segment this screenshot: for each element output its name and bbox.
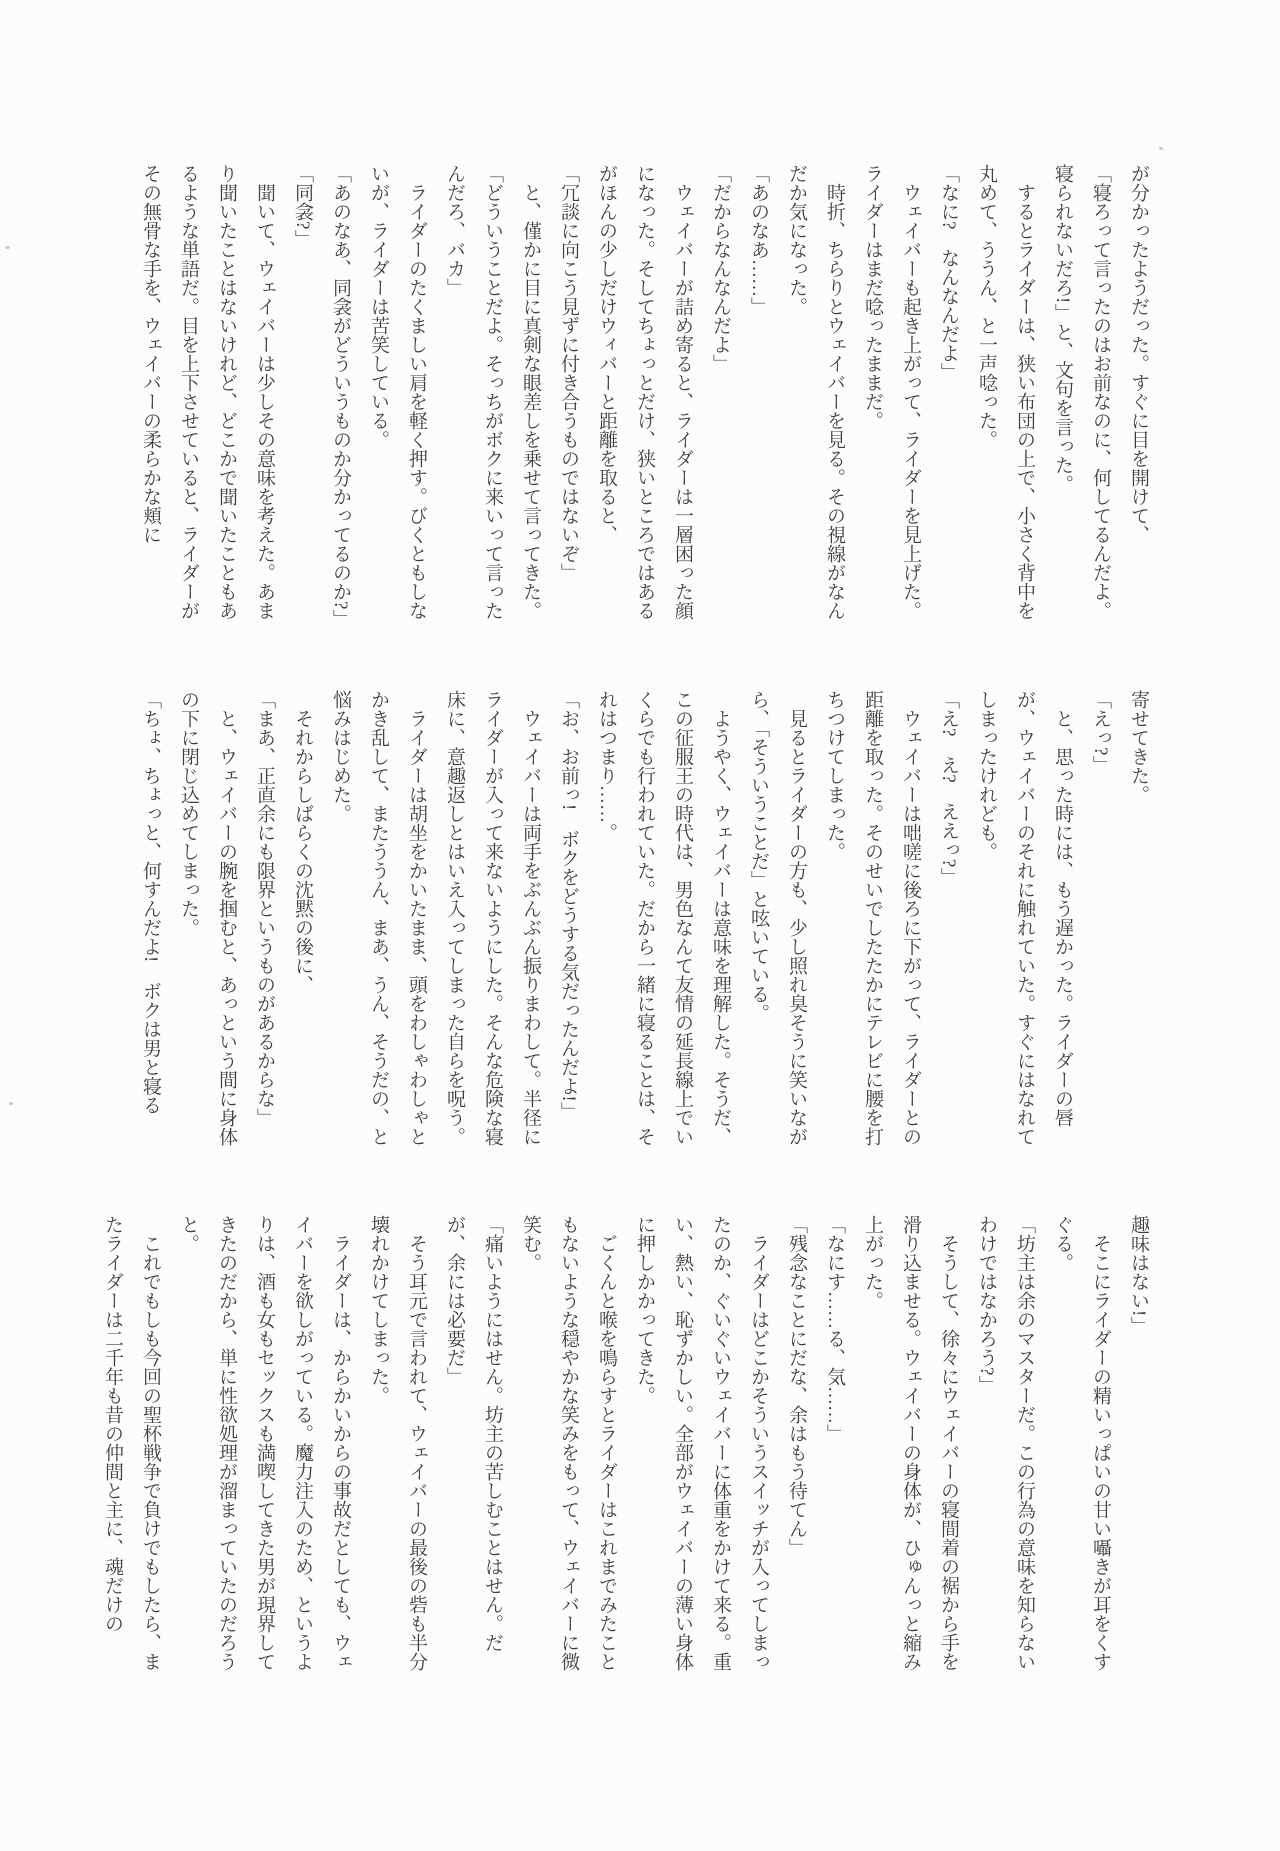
text-band-2 [131,690,1157,1150]
paragraph: ウェイバーは両手をぶんぶん振りまわして。半径にライダーが入って来ないようにした。そんな危険な寝床に、意趣返しとはいえ入ってしまった自らを呪う。 [444,690,541,1146]
paragraph: 時折、ちらりとウェイバーを見る。その視線がなんだか気になった。 [786,164,845,620]
paragraph: そこにライダーの精いっぱいの甘い囁きが耳をくすぐる。 [1052,1215,1111,1671]
paragraph: が分かったようだった。すぐに目を開けて、 [1128,164,1149,544]
paragraph: ライダーのたくましい肩を軽く押す。びくともしないが、ライダーは苦笑している。 [368,164,427,620]
text-band-1 [131,164,1157,629]
paragraph: 「まあ、正直余にも限界というものがあるからな」 [254,690,275,1127]
paragraph: 「坊主は余のマスターだ。この行為の意味を知らないわけではなかろう?」 [976,1215,1035,1671]
paragraph: 聞いて、ウェイバーは少しその意味を考えた。あまり聞いたことはないけれど、どこかで聞いたこともあるような単語だ。目を上下させていると、ライダーがその無骨な手を、ウェイバーの柔らかな頬に [140,164,275,620]
paragraph: 「寝ろって言ったのはお前なのに、何してるんだよ。寝られないだろ!」と、文句を言った。 [1052,164,1111,620]
paragraph: ようやく、ウェイバーは意味を理解した。そうだ、この征服王の時代は、男色なんて友情の延長線上でいくらでも行われていた。だから一緒に寝ることは、それはつまり……。 [596,690,731,1146]
paragraph: ライダーは胡坐をかいたまま、頭をわしゃわしゃとかき乱して、またううん、まあ、うん、そうだの、と悩みはじめた。 [330,690,427,1146]
paragraph: 「あのなあ、同衾がどういうものか分かってるのか?」 [330,164,351,629]
scan-speck [9,1102,13,1105]
paragraph: ウェイバーが詰め寄ると、ライダーは一層困った顔になった。そしてちょっとだけ、狭いところではあるがほんの少しだけウィバーと距離を取ると、 [596,164,693,620]
paragraph: 「なにす……る、気……」 [824,1215,845,1443]
paragraph: ウェイバーも起き上がって、ライダーを見上げた。ライダーはまだ唸ったままだ。 [862,164,921,620]
paragraph: ウェイバーは咄嗟に後ろに下がって、ライダーとの距離を取った。そのせいでしたたかにテレビに腰を打ちつけてしまった。 [824,690,921,1146]
paragraph: そう耳元で言われて、ウェイバーの最後の砦も半分壊れかけてしまった。 [368,1215,427,1671]
paragraph: 「だからなんなんだよ」 [710,164,731,373]
paragraph: 「え? え? ええっ?」 [938,690,959,887]
paragraph: と、ウェイバーの腕を掴むと、あっという間に身体の下に閉じ込めてしまった。 [178,690,237,1146]
paragraph: と、僅かに目に真剣な眼差しを乗せて言ってきた。 [520,164,541,620]
paragraph: それからしばらくの沈黙の後に、 [292,690,313,994]
paragraph: 「お、お前っ! ボクをどうする気だったんだよ!」 [558,690,579,1121]
scan-speck [1159,147,1163,150]
paragraph: 寄せてきた。 [1128,690,1149,804]
paragraph: これでもしも今回の聖杯戦争で負けでもしたら、またライダーは二千年も昔の仲間と主に、魂だけの [102,1215,161,1671]
paragraph: 「同衾?」 [292,164,313,249]
paragraph: ライダーはどこかそういうスイッチが入ってしまったのか、ぐいぐいウェイバーに体重をかけて来る。重い、熱い、恥ずかしい。全部がウェイバーの薄い身体に押しかかってきた。 [634,1215,769,1671]
scan-speck [5,246,10,249]
paragraph: ごくんと喉を鳴らすとライダーはこれまでみたこともないような穏やかな笑みをもって、ウェイバーに微笑む。 [520,1215,617,1671]
paragraph: 「痛いようにはせん。坊主の苦しむことはせん。だが、余には必要だ」 [444,1215,503,1652]
paragraph: ライダーは、からかいからの事故だとしても、ウェイバーを欲しがっている。魔力注入のため、というよりは、酒も女もセックスも満喫してきた男が現界してきたのだから、単に性欲処理が溜まっていたのだろうと。 [178,1215,351,1671]
paragraph: 趣味はない!」 [1128,1215,1149,1336]
paragraph: 見るとライダーの方も、少し照れ臭そうに笑いながら、「そういうことだ」と呟いている。 [748,690,807,1146]
paragraph: するとライダーは、狭い布団の上で、小さく背中を丸めて、ううん、と一声唸った。 [976,164,1035,620]
paragraph: 「なに? なんなんだよ」 [938,164,959,382]
paragraph: 「えっ?」 [1090,690,1111,775]
paragraph: と、思った時には、もう遅かった。ライダーの唇が、ウェイバーのそれに触れていた。すぐにはなれてしまったけれども。 [976,690,1073,1146]
paragraph: 「どういうことだよ。そっちがボクに来いって言ったんだろ、バカ」 [444,164,503,620]
text-band-3 [93,1215,1157,1675]
paragraph: 「あのなあ……」 [748,164,769,316]
paragraph: 「ちょ、ちょっと、何すんだよ! ボクは男と寝る [140,690,161,1115]
paragraph: そうして、徐々にウェイバーの寝間着の裾から手を滑り込ませる。ウェイバーの身体が、ひゅんっと縮み上がった。 [862,1215,959,1671]
paragraph: 「冗談に向こう見ずに付き合うものではないぞ」 [558,164,579,582]
paragraph: 「残念なことにだな、余はもう待てん」 [786,1215,807,1557]
